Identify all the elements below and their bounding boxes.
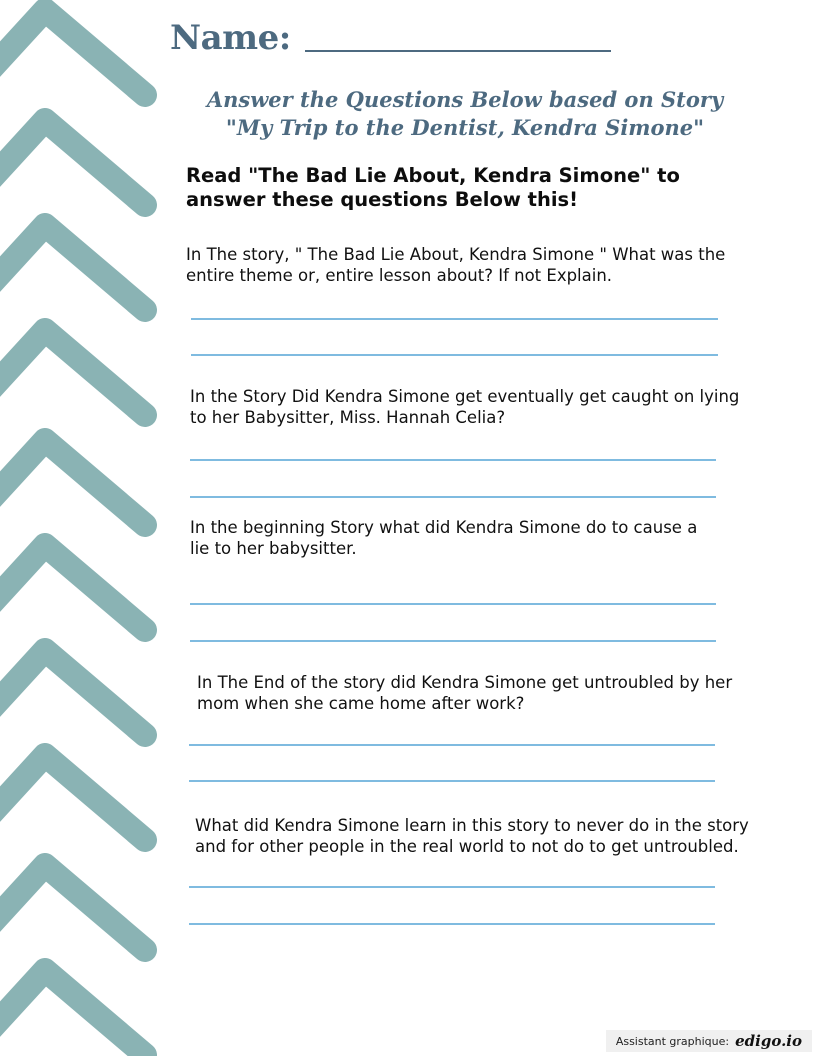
chevron-decoration <box>0 120 145 205</box>
answer-line[interactable] <box>190 603 716 605</box>
chevron-decoration <box>0 10 145 95</box>
answer-line[interactable] <box>191 318 718 320</box>
answer-line[interactable] <box>189 886 715 888</box>
chevron-decoration <box>0 225 145 310</box>
name-row <box>170 18 611 58</box>
footer-brand: edigo.io <box>735 1032 802 1050</box>
answer-line[interactable] <box>190 640 716 642</box>
answer-line[interactable] <box>191 354 718 356</box>
answer-line[interactable] <box>189 744 715 746</box>
name-label: Name: <box>170 18 291 58</box>
answer-line[interactable] <box>190 496 716 498</box>
question-4: In The End of the story did Kendra Simone get untroubled by her mom when she came home after work? <box>197 673 733 713</box>
chevron-decoration <box>0 330 145 415</box>
subtitle-line-1: Answer the Questions Below based on Story <box>206 87 724 112</box>
chevron-decoration <box>0 545 145 630</box>
chevron-decoration <box>0 865 145 950</box>
answer-line[interactable] <box>190 459 716 461</box>
answer-line[interactable] <box>189 780 715 782</box>
chevron-decoration <box>0 440 145 525</box>
chevron-border <box>0 0 170 1056</box>
chevron-decoration <box>0 970 145 1055</box>
answer-line[interactable] <box>189 923 715 925</box>
question-1: In The story, " The Bad Lie About, Kendra Simone " What was the entire theme or, entire lesson about? If not Explain. <box>186 245 726 285</box>
instructions: Read "The Bad Lie About, Kendra Simone" to answer these questions Below this! <box>186 164 680 211</box>
question-5: What did Kendra Simone learn in this story to never do in the story and for other people in the real world to not do to get untroubled. <box>195 816 749 856</box>
question-2: In the Story Did Kendra Simone get eventually get caught on lying to her Babysitter, Miss. Hannah Celia? <box>190 387 740 427</box>
name-field-line[interactable] <box>305 50 611 52</box>
footer-label: Assistant graphique: <box>615 1034 730 1048</box>
chevron-decoration <box>0 755 145 840</box>
footer-credit <box>606 1030 812 1052</box>
question-3: In the beginning Story what did Kendra Simone do to cause a lie to her babysitter. <box>190 518 698 558</box>
subtitle-line-2: "My Trip to the Dentist, Kendra Simone" <box>225 115 705 140</box>
chevron-decoration <box>0 650 145 735</box>
